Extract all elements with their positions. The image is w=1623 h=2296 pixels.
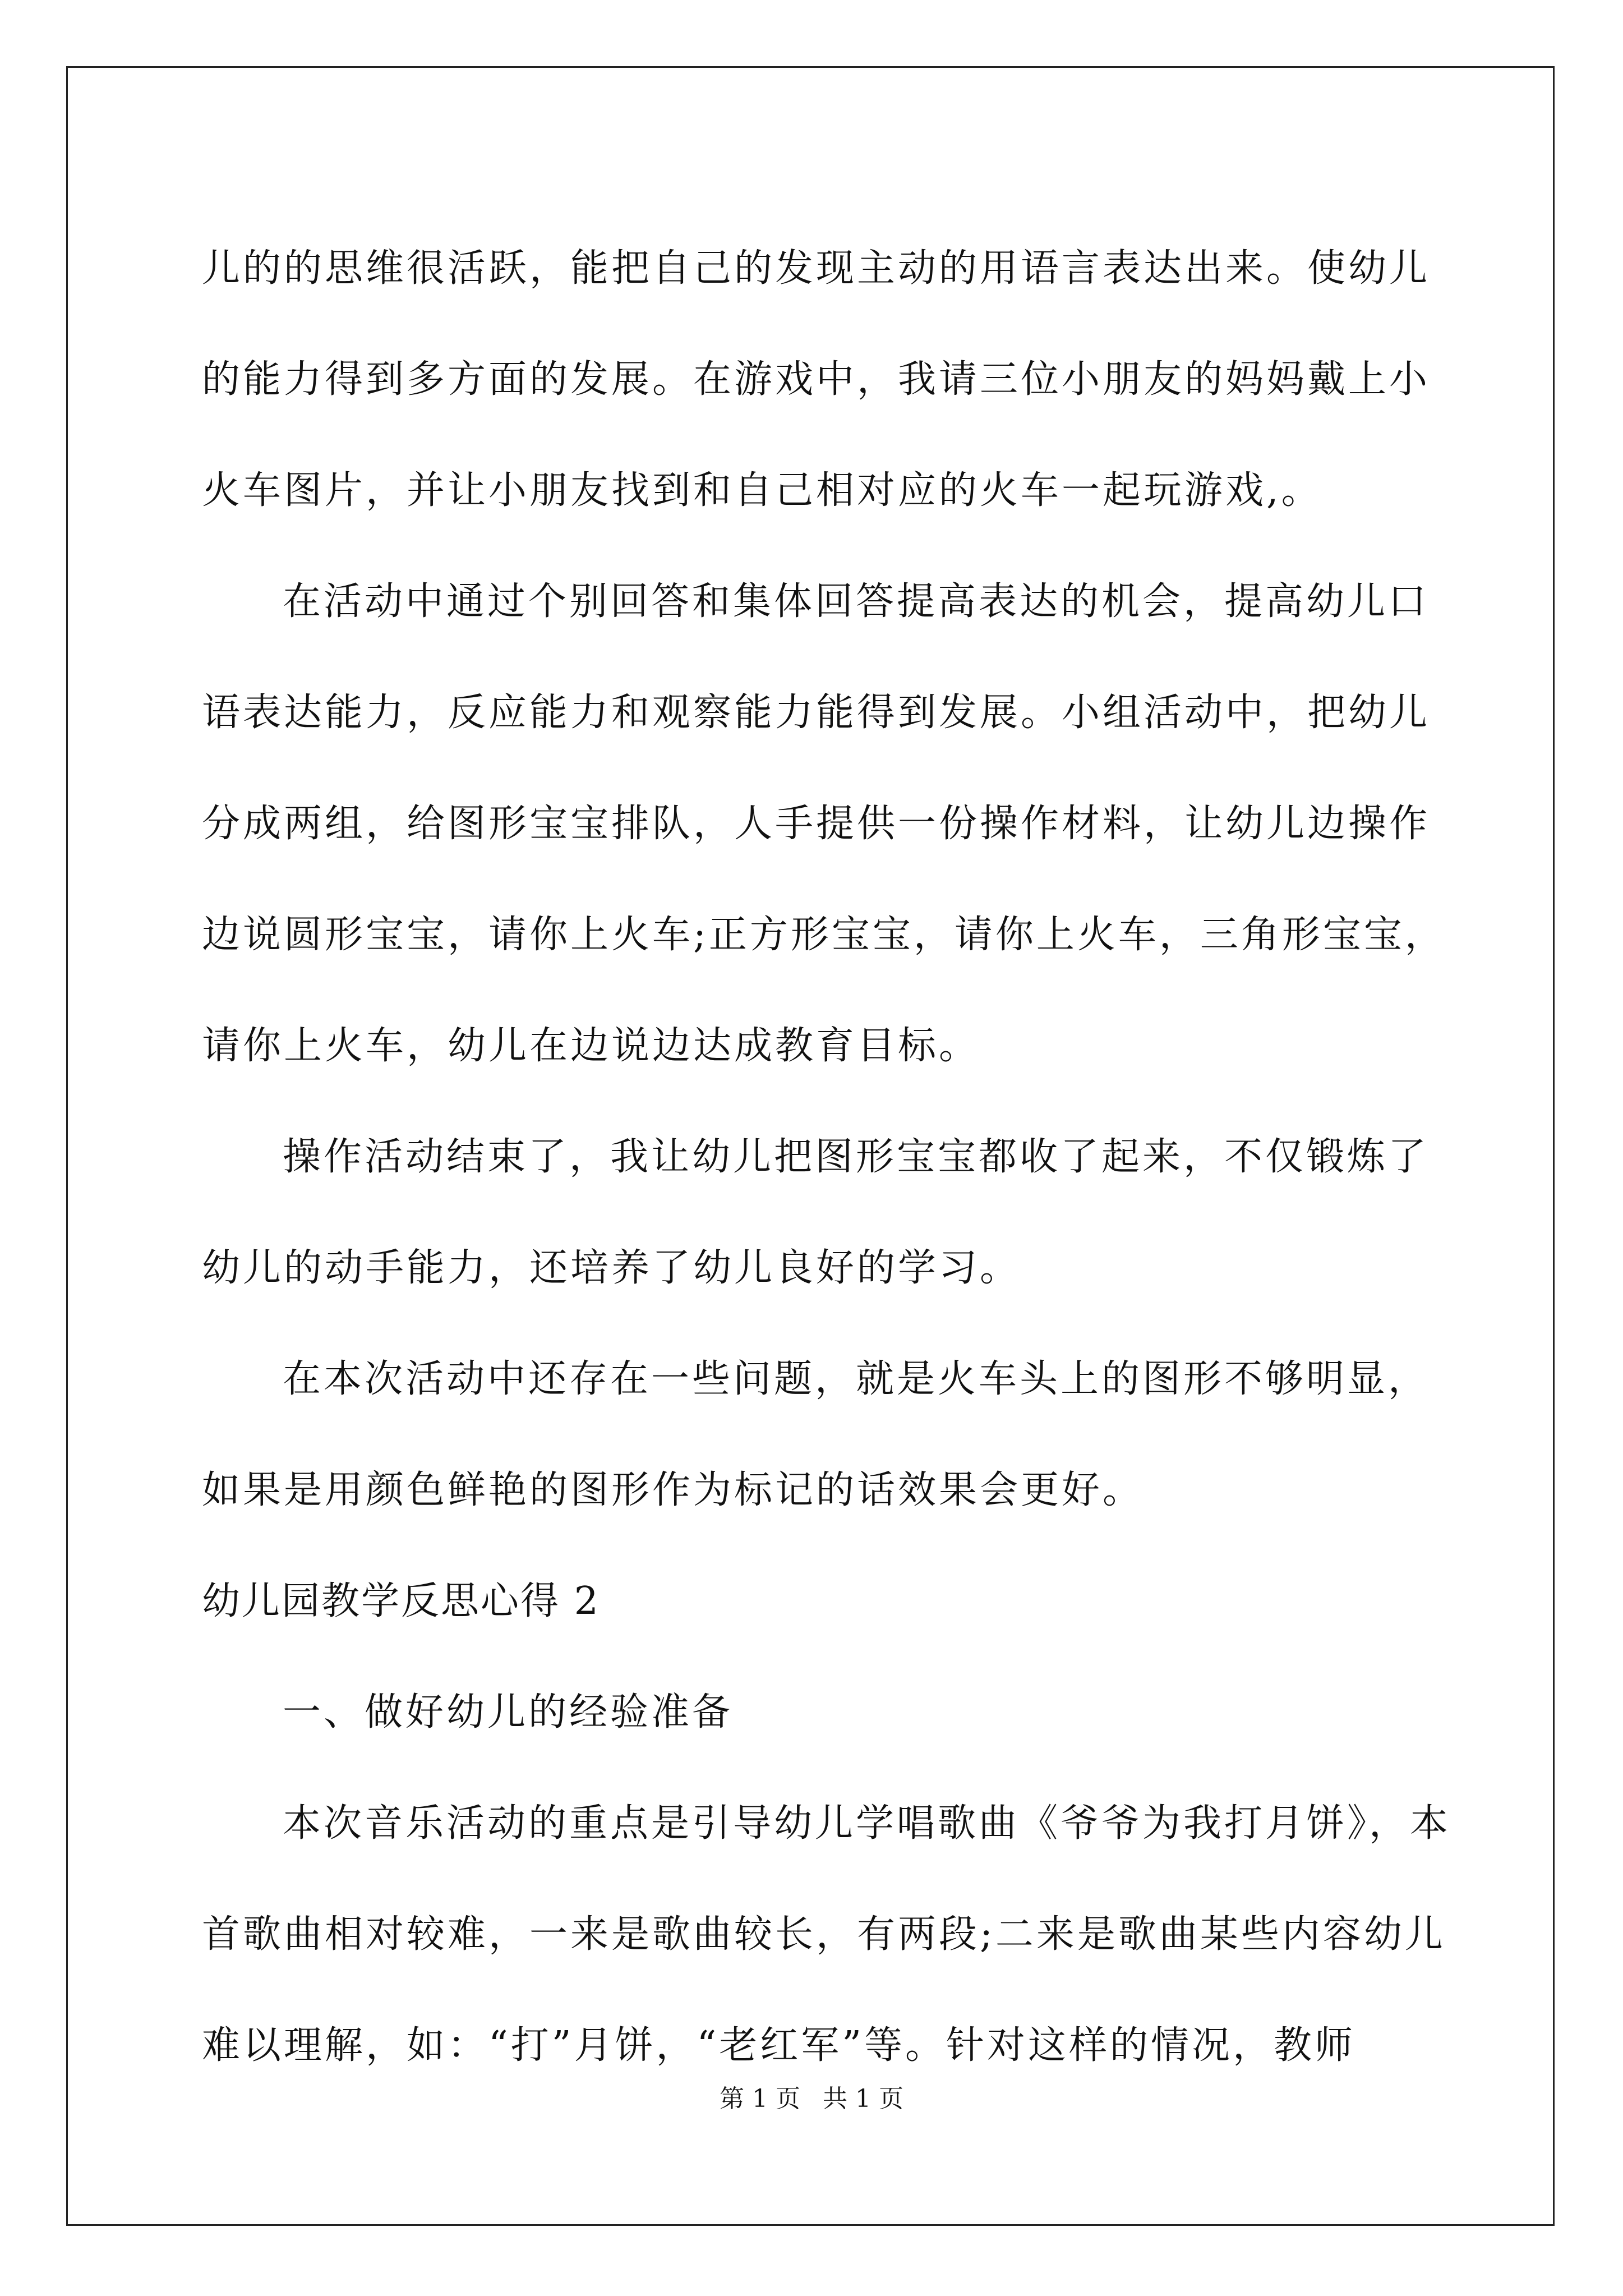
text-line: 请你上火车，幼儿在边说边达成教育目标。 <box>202 1024 980 1068</box>
text-line: 首歌曲相对较难，一来是歌曲较长，有两段;二来是歌曲某些内容幼儿 <box>202 1912 1446 1957</box>
paragraph-start-line: 本次音乐活动的重点是引导幼儿学唱歌曲《爷爷为我打月饼》，本 <box>283 1801 1451 1846</box>
subheading: 一、做好幼儿的经验准备 <box>283 1690 734 1734</box>
paragraph-start-line: 在本次活动中还存在一些问题，就是火车头上的图形不够明显， <box>283 1357 1430 1401</box>
text-line: 分成两组，给图形宝宝排队，人手提供一份操作材料，让幼儿边操作 <box>202 802 1431 846</box>
text-line: 如果是用颜色鲜艳的图形作为标记的话效果会更好。 <box>202 1468 1144 1512</box>
text-line: 火车图片，并让小朋友找到和自己相对应的火车一起玩游戏,。 <box>202 468 1322 513</box>
page-number: 第 1 页 <box>720 2085 800 2113</box>
section-heading: 幼儿园教学反思心得 2 <box>202 1579 600 1623</box>
text-line: 儿的的思维很活跃，能把自己的发现主动的用语言表达出来。使幼儿 <box>202 246 1431 291</box>
paragraph-start-line: 操作活动结束了，我让幼儿把图形宝宝都收了起来，不仅锻炼了 <box>283 1135 1430 1179</box>
text-line: 难以理解，如：“打”月饼，“老红军”等。针对这样的情况，教师 <box>202 2023 1356 2068</box>
page-total: 共 1 页 <box>823 2085 903 2113</box>
text-line: 幼儿的动手能力，还培养了幼儿良好的学习。 <box>202 1246 1021 1290</box>
text-line: 边说圆形宝宝，请你上火车;正方形宝宝，请你上火车，三角形宝宝， <box>202 913 1446 957</box>
page-footer <box>0 2078 1623 2114</box>
text-line: 的能力得到多方面的发展。在游戏中，我请三位小朋友的妈妈戴上小 <box>202 357 1431 402</box>
paragraph-start-line: 在活动中通过个别回答和集体回答提高表达的机会，提高幼儿口 <box>283 579 1430 624</box>
document-body <box>202 213 1453 2101</box>
text-line: 语表达能力，反应能力和观察能力能得到发展。小组活动中，把幼儿 <box>202 691 1431 735</box>
